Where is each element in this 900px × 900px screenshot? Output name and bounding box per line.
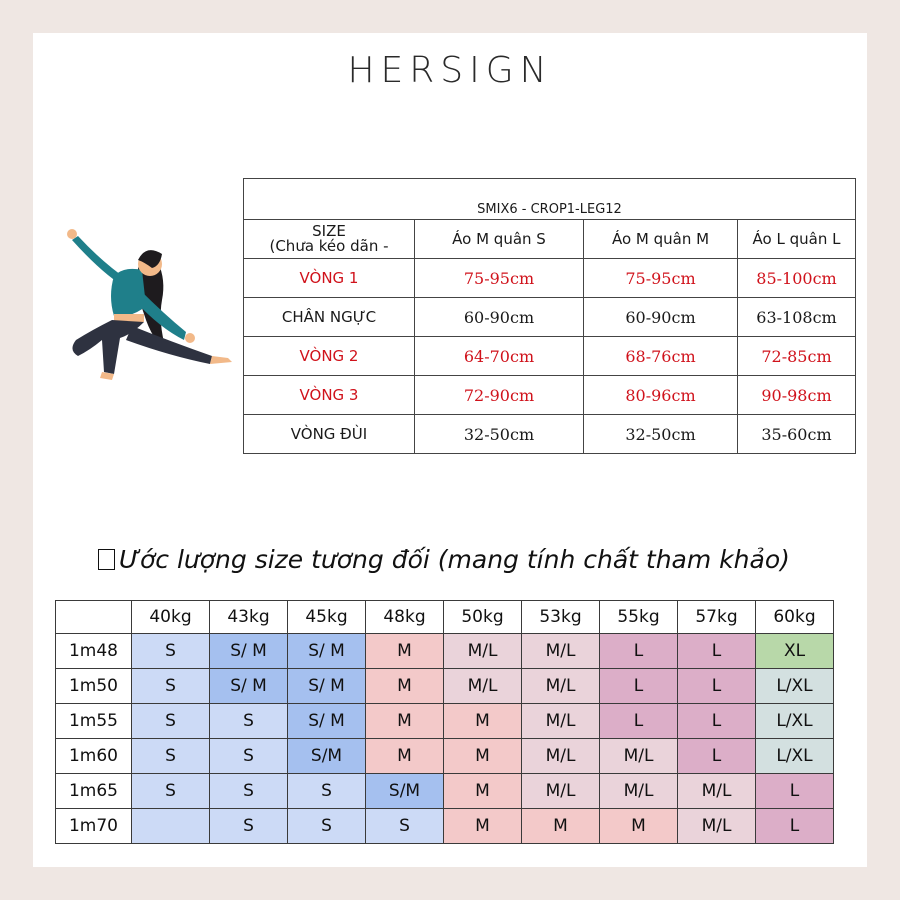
checkbox-glyph-icon xyxy=(98,549,115,570)
size-value: 35-60cm xyxy=(738,415,856,454)
size-value: 63-108cm xyxy=(738,298,856,337)
size-cell: S xyxy=(132,739,210,774)
size-cell: S/M xyxy=(366,774,444,809)
size-cell: L xyxy=(600,704,678,739)
size-cell: M xyxy=(444,739,522,774)
size-cell: S xyxy=(132,634,210,669)
height-label: 1m70 xyxy=(56,809,132,844)
corner-cell xyxy=(56,601,132,634)
weight-header: 45kg xyxy=(288,601,366,634)
table-spacer-row xyxy=(244,179,856,200)
weight-header: 48kg xyxy=(366,601,444,634)
table-row xyxy=(244,298,856,337)
size-cell: L xyxy=(600,634,678,669)
size-cell: M/L xyxy=(522,704,600,739)
size-value: 32-50cm xyxy=(584,415,738,454)
size-cell: M/L xyxy=(600,774,678,809)
size-value: 60-90cm xyxy=(584,298,738,337)
size-cell: S xyxy=(366,809,444,844)
size-estimate-grid xyxy=(55,600,834,844)
height-row xyxy=(56,739,834,774)
size-value: 64-70cm xyxy=(415,337,584,376)
size-cell: S xyxy=(210,739,288,774)
size-cell: S xyxy=(288,774,366,809)
height-row xyxy=(56,809,834,844)
size-cell: M xyxy=(366,739,444,774)
table-row xyxy=(244,376,856,415)
table-title-row xyxy=(244,199,856,220)
size-cell xyxy=(132,809,210,844)
size-value: 32-50cm xyxy=(415,415,584,454)
size-value: 72-85cm xyxy=(738,337,856,376)
size-value: 72-90cm xyxy=(415,376,584,415)
height-label: 1m65 xyxy=(56,774,132,809)
size-cell: M/L xyxy=(678,774,756,809)
size-cell: S xyxy=(132,774,210,809)
row-label: VÒNG 3 xyxy=(244,376,415,415)
size-cell: S/ M xyxy=(288,704,366,739)
size-cell: M/L xyxy=(522,739,600,774)
weight-header: 55kg xyxy=(600,601,678,634)
size-cell: M xyxy=(600,809,678,844)
size-cell: S/ M xyxy=(210,634,288,669)
height-row xyxy=(56,774,834,809)
size-cell: S xyxy=(210,774,288,809)
table-row xyxy=(244,337,856,376)
size-cell: L xyxy=(600,669,678,704)
size-cell: S/ M xyxy=(288,669,366,704)
size-cell: S xyxy=(210,809,288,844)
column-header: Áo M quân M xyxy=(584,220,738,259)
estimate-heading-text: Ước lượng size tương đối (mang tính chất tham khảo) xyxy=(119,545,790,574)
size-header-line1: SIZE xyxy=(312,222,346,240)
size-cell: L xyxy=(678,634,756,669)
size-cell: M xyxy=(366,704,444,739)
size-cell: S xyxy=(210,704,288,739)
size-value: 90-98cm xyxy=(738,376,856,415)
size-cell: M xyxy=(444,774,522,809)
size-cell: M/L xyxy=(444,634,522,669)
size-cell: L xyxy=(678,669,756,704)
table-row xyxy=(244,415,856,454)
table-row xyxy=(244,259,856,298)
row-label: CHÂN NGỰC xyxy=(244,298,415,337)
size-cell: S/M xyxy=(288,739,366,774)
row-label: VÒNG ĐÙI xyxy=(244,415,415,454)
weight-header: 53kg xyxy=(522,601,600,634)
height-row xyxy=(56,634,834,669)
size-value: 68-76cm xyxy=(584,337,738,376)
weight-header: 50kg xyxy=(444,601,522,634)
weight-header: 57kg xyxy=(678,601,756,634)
yoga-figure-illustration xyxy=(62,222,234,382)
table-header-row xyxy=(244,220,856,259)
size-cell: L/XL xyxy=(756,669,834,704)
size-cell: M xyxy=(522,809,600,844)
size-cell: L/XL xyxy=(756,739,834,774)
height-row xyxy=(56,704,834,739)
size-cell: M/L xyxy=(600,739,678,774)
height-label: 1m60 xyxy=(56,739,132,774)
spacer-cell xyxy=(244,179,856,200)
weight-header-row xyxy=(56,601,834,634)
size-header-cell xyxy=(244,220,415,259)
size-cell: L xyxy=(756,809,834,844)
estimate-heading xyxy=(98,545,790,574)
row-label: VÒNG 1 xyxy=(244,259,415,298)
size-cell: M/L xyxy=(522,634,600,669)
height-label: 1m50 xyxy=(56,669,132,704)
size-cell: L xyxy=(678,704,756,739)
column-header: Áo L quân L xyxy=(738,220,856,259)
height-row xyxy=(56,669,834,704)
size-cell: XL xyxy=(756,634,834,669)
row-label: VÒNG 2 xyxy=(244,337,415,376)
size-cell: M xyxy=(366,634,444,669)
size-value: 75-95cm xyxy=(584,259,738,298)
size-cell: S xyxy=(288,809,366,844)
size-cell: S xyxy=(132,669,210,704)
column-header: Áo M quân S xyxy=(415,220,584,259)
size-cell: L xyxy=(678,739,756,774)
height-label: 1m55 xyxy=(56,704,132,739)
size-cell: S xyxy=(132,704,210,739)
size-cell: M/L xyxy=(444,669,522,704)
size-cell: M/L xyxy=(522,669,600,704)
size-cell: M xyxy=(444,809,522,844)
size-cell: L/XL xyxy=(756,704,834,739)
height-label: 1m48 xyxy=(56,634,132,669)
size-value: 85-100cm xyxy=(738,259,856,298)
weight-header: 43kg xyxy=(210,601,288,634)
brand-logo: HERSIGN xyxy=(347,50,553,91)
size-cell: S/ M xyxy=(210,669,288,704)
size-cell: M xyxy=(366,669,444,704)
size-chart-table xyxy=(243,178,856,454)
size-value: 80-96cm xyxy=(584,376,738,415)
size-value: 75-95cm xyxy=(415,259,584,298)
size-cell: M/L xyxy=(522,774,600,809)
weight-header: 40kg xyxy=(132,601,210,634)
weight-header: 60kg xyxy=(756,601,834,634)
size-cell: M xyxy=(444,704,522,739)
size-header-line2: (Chưa kéo dãn - xyxy=(269,237,389,255)
table-title: SMIX6 - CROP1-LEG12 xyxy=(244,199,856,220)
size-cell: M/L xyxy=(678,809,756,844)
size-value: 60-90cm xyxy=(415,298,584,337)
size-cell: L xyxy=(756,774,834,809)
size-cell: S/ M xyxy=(288,634,366,669)
